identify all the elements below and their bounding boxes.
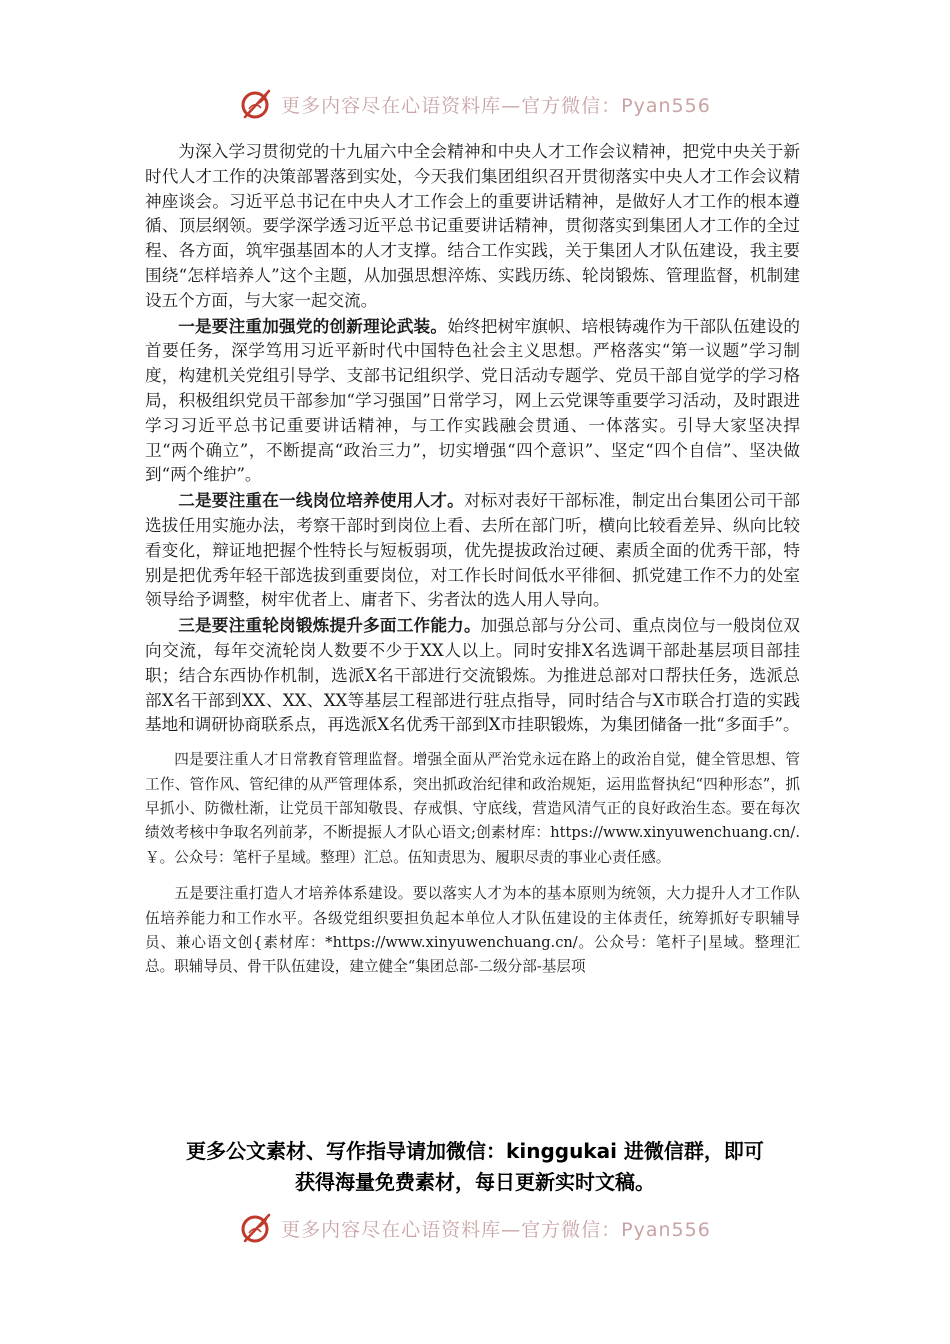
section-two-body: 对标对表好干部标准，制定出台集团公司干部选拔任用实施办法，考察干部时到岗位上看、去所在部门听，横向比较看差异、纵向比较看变化，辩证地把握个性特长与短板弱项，优先提拔政治过硬、素质全面的优秀干部，特别是把优秀年轻干部选拔到重要岗位，对工作长时间低水平徘徊、抓党建工作不力的处室领导给予调整，树牢优者上、庸者下、劣者汰的选人用人导向。 (145, 491, 800, 610)
section-three-paragraph (145, 613, 800, 738)
intro-paragraph: 为深入学习贯彻党的十九届六中全会精神和中央人才工作会议精神，把党中央关于新时代人才工作的决策部署落到实处，今天我们集团组织召开贯彻落实中央人才工作会议精神座谈会。习近平总书记在中央人才工作会上的重要讲话精神，是做好人才工作的根本遵循、顶层纲领。要学深学透习近平总书记重要讲话精神，贯彻落实到集团人才工作的全过程、各方面，筑牢强基固本的人才支撑。结合工作实践，关于集团人才队伍建设，我主要围绕“怎样培养人”这个主题，从加强思想淬炼、实践历练、轮岗锻炼、管理监督，机制建设五个方面，与大家一起交流。 (145, 142, 800, 310)
footer-banner (0, 1208, 950, 1248)
header-banner (0, 84, 950, 124)
section-three-body: 加强总部与分公司、重点岗位与一般岗位双向交流，每年交流轮岗人数要不少于XX人以上。同时安排X名选调干部赴基层项目部挂职；结合东西协作机制，选派X名干部进行交流锻炼。为推进总部对口帮扶任务，选派总部X名干部到XX、XX、XX等基层工程部进行驻点指导，同时结合与X市联合打造的实践基地和调研协商联系点，再选派X名优秀干部到X市挂职锻炼，为集团储备一批“多面手”。 (145, 616, 800, 735)
section-four-paragraph: 四是要注重人才日常教育管理监督。增强全面从严治党永远在路上的政治自觉，健全管思想、管工作、管作风、管纪律的从严管理体系，突出抓政治纪律和政治规矩，运用监督执纪“四种形态”，抓早抓小、防微杜渐，让党员干部知敬畏、存戒惧、守底线，营造风清气正的良好政治生态。要在每次绩效考核中争取名列前茅，不断提振人才队心语文;创素材库：https://www.xinyuwenchuang.cn/.￥。公众号：笔杆子星域。整理）汇总。伍知责思为、履职尽责的事业心责任感。 (145, 751, 800, 866)
promo-line-1: 更多公文素材、写作指导请加微信：kinggukai 进微信群，即可 (186, 1139, 764, 1163)
section-two-heading: 二是要注重在一线岗位培养使用人才。 (178, 490, 464, 511)
section-one-heading: 一是要注重加强党的创新理论武装。 (178, 315, 448, 336)
section-three-heading: 三是要注重轮岗锻炼提升多面工作能力。 (178, 615, 481, 636)
section-one-paragraph (145, 314, 800, 489)
section-two-paragraph (145, 488, 800, 613)
section-one-body: 始终把树牢旗帜、培根铸魂作为干部队伍建设的首要任务，深学笃用习近平新时代中国特色社会主义思想。严格落实“第一议题”学习制度，构建机关党组引导学、支部书记组织学、党日活动专题学、党员干部自觉学的学习格局，积极组织党员干部参加“学习强国”日常学习，网上云党课等重要学习活动，及时跟进学习习近平总书记重要讲话精神，与工作实践融会贯通、一体落实。引导大家坚决捍卫“两个确立”，不断提高“政治三力”，切实增强“四个意识”、坚定“四个自信”、坚决做到“两个维护”。 (145, 316, 801, 485)
section-five-paragraph: 五是要注重打造人才培养体系建设。要以落实人才为本的基本原则为统领，大力提升人才工作队伍培养能力和工作水平。各级党组织要担负起本单位人才队伍建设的主体责任，统筹抓好专职辅导员、兼心语文创{素材库：*https://www.xinyuwenchuang.cn/。公众号：笔杆子|星域。整理汇总。职辅导员、骨干队伍建设，建立健全“集团总部-二级分部-基层项 (145, 885, 800, 976)
promo-line-2: 获得海量免费素材，每日更新实时文稿。 (295, 1170, 655, 1194)
quill-logo-icon (239, 86, 275, 122)
promo-text (140, 1136, 810, 1198)
document-body (145, 140, 800, 980)
quill-logo-icon (239, 1210, 275, 1246)
header-banner-text: 更多内容尽在心语资料库—官方微信：Pyan556 (281, 94, 711, 117)
footer-banner-text: 更多内容尽在心语资料库—官方微信：Pyan556 (281, 1218, 711, 1241)
